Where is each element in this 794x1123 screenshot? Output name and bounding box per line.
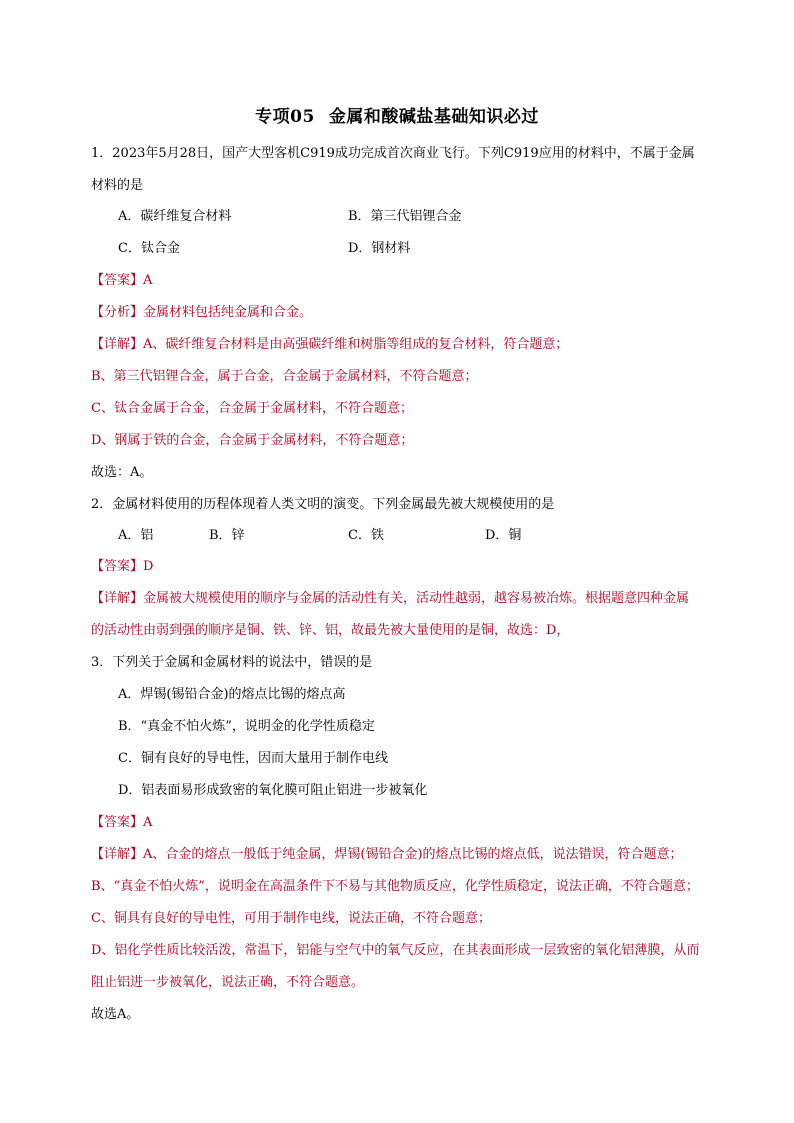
- q1-answer: 【答案】A: [91, 273, 153, 288]
- q1-analysis: 【分析】金属材料包括纯金属和合金。: [91, 305, 313, 320]
- q1-detail-line: B、第三代铝锂合金，属于合金，合金属于金属材料，不符合题意；: [91, 369, 478, 384]
- q1-detail-line: D、钢属于铁的合金，合金属于金属材料，不符合题意；: [91, 433, 414, 448]
- q1-conclusion: 故选：A。: [91, 465, 153, 480]
- q3-detail-line: 阻止铝进一步被氧化，说法正确，不符合题意。: [91, 975, 365, 990]
- q2-stem: 2．金属材料使用的历程体现着人类文明的演变。下列金属最先被大规模使用的是: [91, 497, 555, 512]
- q1-detail-line: 【详解】A、碳纤维复合材料是由高强碳纤维和树脂等组成的复合材料，符合题意；: [91, 337, 569, 352]
- q2-answer: 【答案】D: [91, 559, 154, 574]
- q3-answer: 【答案】A: [91, 815, 153, 830]
- q1-option-a: A．碳纤维复合材料: [118, 209, 232, 224]
- q3-stem: 3．下列关于金属和金属材料的说法中，错误的是: [91, 655, 373, 670]
- q2-option-c: C．铁: [348, 528, 384, 543]
- q2-detail-line: 的活动性由弱到强的顺序是铜、铁、锌、铝，故最先被大量使用的是铜，故选：D，: [91, 623, 570, 638]
- q3-detail-line: C、铜具有良好的导电性，可用于制作电线，说法正确，不符合题意；: [91, 911, 491, 926]
- q2-option-a: A．铝: [118, 528, 154, 543]
- q3-conclusion: 故选A。: [91, 1007, 140, 1022]
- q1-stem-line1: 1．2023年5月28日，国产大型客机C919成功完成首次商业飞行。下列C919应用的材料中，不属于金属: [91, 146, 695, 161]
- title-main: 金属和酸碱盐基础知识必过: [328, 107, 539, 127]
- q2-option-d: D．铜: [485, 528, 522, 543]
- title-prefix: 专项05: [255, 107, 315, 127]
- q2-detail-line: 【详解】金属被大规模使用的顺序与金属的活动性有关，活动性越弱，越容易被冶炼。根据题意四种金属: [91, 591, 690, 606]
- q1-option-b: B．第三代铝锂合金: [348, 209, 462, 224]
- q1-detail-line: C、钛合金属于合金，合金属于金属材料，不符合题意；: [91, 401, 413, 416]
- q3-detail-line: B、“真金不怕火炼”，说明金在高温条件下不易与其他物质反应，化学性质稳定，说法正确，不符合题意；: [91, 879, 699, 894]
- q3-detail-line: 【详解】A、合金的熔点一般低于纯金属，焊锡(锡铅合金)的熔点比锡的熔点低，说法错误，符合题意；: [91, 847, 683, 862]
- page-title: [0, 102, 794, 127]
- q3-option-c: C．铜有良好的导电性，因而大量用于制作电线: [118, 751, 388, 766]
- q2-option-b: B．锌: [209, 528, 245, 543]
- q3-option-b: B．“真金不怕火炼”，说明金的化学性质稳定: [118, 719, 375, 734]
- q1-option-c: C．钛合金: [118, 241, 180, 256]
- q1-option-d: D．钢材料: [348, 241, 411, 256]
- q3-option-d: D．铝表面易形成致密的氧化膜可阻止铝进一步被氧化: [118, 783, 428, 798]
- q3-option-a: A．焊锡(锡铅合金)的熔点比锡的熔点高: [118, 687, 346, 702]
- q3-detail-line: D、铝化学性质比较活泼，常温下，铝能与空气中的氧气反应，在其表面形成一层致密的氧化铝薄膜，从而: [91, 943, 700, 958]
- q1-stem-line2: 材料的是: [91, 178, 144, 193]
